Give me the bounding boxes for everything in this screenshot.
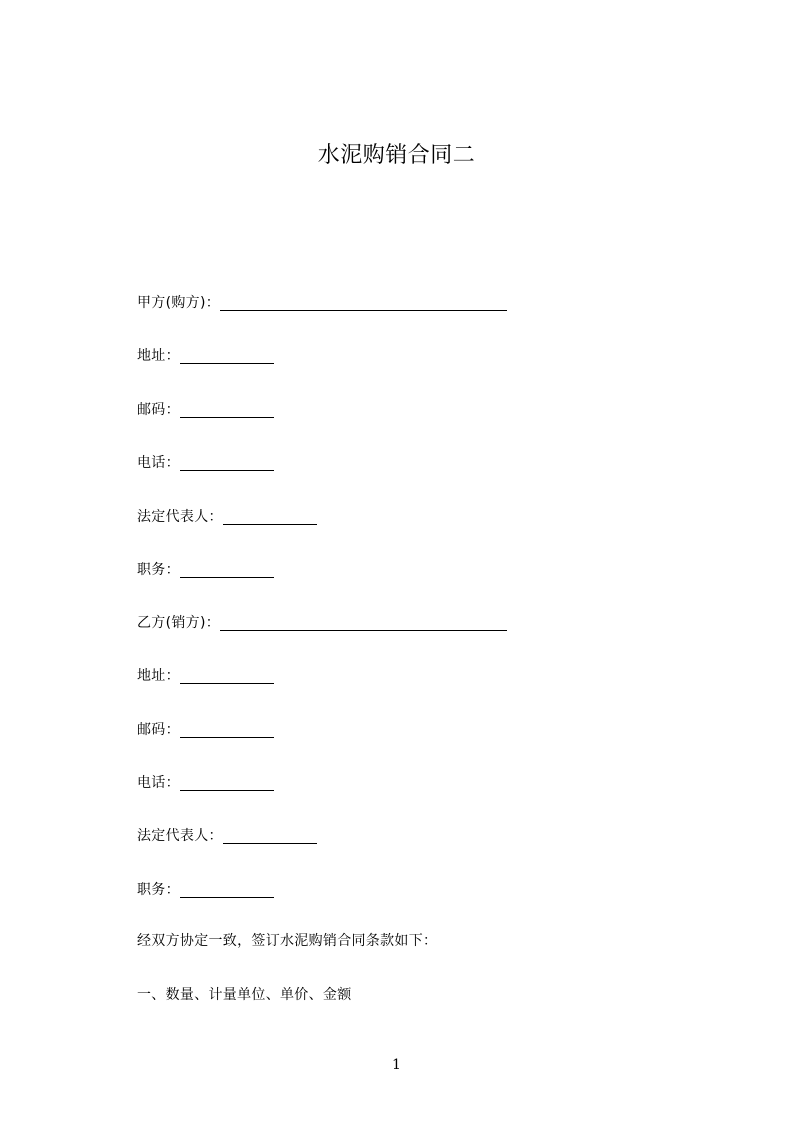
party-b-address-blank[interactable] <box>180 665 274 684</box>
party-b-phone-blank[interactable] <box>180 772 274 791</box>
party-b-phone-label: 电话： <box>137 775 180 791</box>
party-a-name-field <box>137 289 507 313</box>
party-b-position-label: 职务： <box>137 882 180 898</box>
party-a-legal-rep-field <box>137 503 317 527</box>
party-b-legal-rep-field <box>137 822 317 846</box>
party-b-legal-rep-blank[interactable] <box>223 825 317 844</box>
party-a-phone-label: 电话： <box>137 455 180 471</box>
party-b-name-blank[interactable] <box>220 612 507 631</box>
party-a-position-label: 职务： <box>137 562 180 578</box>
party-b-postcode-field <box>137 716 274 740</box>
party-b-phone-field <box>137 769 274 793</box>
party-a-position-blank[interactable] <box>180 559 274 578</box>
party-b-address-field <box>137 662 274 686</box>
document-title: 水泥购销合同二 <box>317 143 476 168</box>
party-a-postcode-label: 邮码： <box>137 402 180 418</box>
party-a-address-blank[interactable] <box>180 345 274 364</box>
party-a-postcode-field <box>137 396 274 420</box>
party-a-phone-blank[interactable] <box>180 452 274 471</box>
party-a-legal-rep-blank[interactable] <box>223 506 317 525</box>
party-b-position-blank[interactable] <box>180 879 274 898</box>
party-b-legal-rep-label: 法定代表人： <box>137 828 223 844</box>
party-b-position-field <box>137 876 274 900</box>
party-b-postcode-blank[interactable] <box>180 719 274 738</box>
party-a-name-label: 甲方(购方)： <box>137 295 221 311</box>
section-1-heading: 一、数量、计量单位、单价、金额 <box>137 987 352 1003</box>
page-number: 1 <box>392 1057 401 1073</box>
intro-paragraph: 经双方协定一致，签订水泥购销合同条款如下： <box>137 933 438 949</box>
party-a-position-field <box>137 556 274 580</box>
party-a-address-label: 地址： <box>137 348 180 364</box>
party-b-name-field <box>137 609 507 633</box>
party-b-address-label: 地址： <box>137 668 180 684</box>
party-a-address-field <box>137 342 274 366</box>
party-b-name-label: 乙方(销方)： <box>137 615 221 631</box>
party-a-phone-field <box>137 449 274 473</box>
party-a-postcode-blank[interactable] <box>180 399 274 418</box>
party-a-legal-rep-label: 法定代表人： <box>137 509 223 525</box>
party-a-name-blank[interactable] <box>220 292 507 311</box>
party-b-postcode-label: 邮码： <box>137 722 180 738</box>
